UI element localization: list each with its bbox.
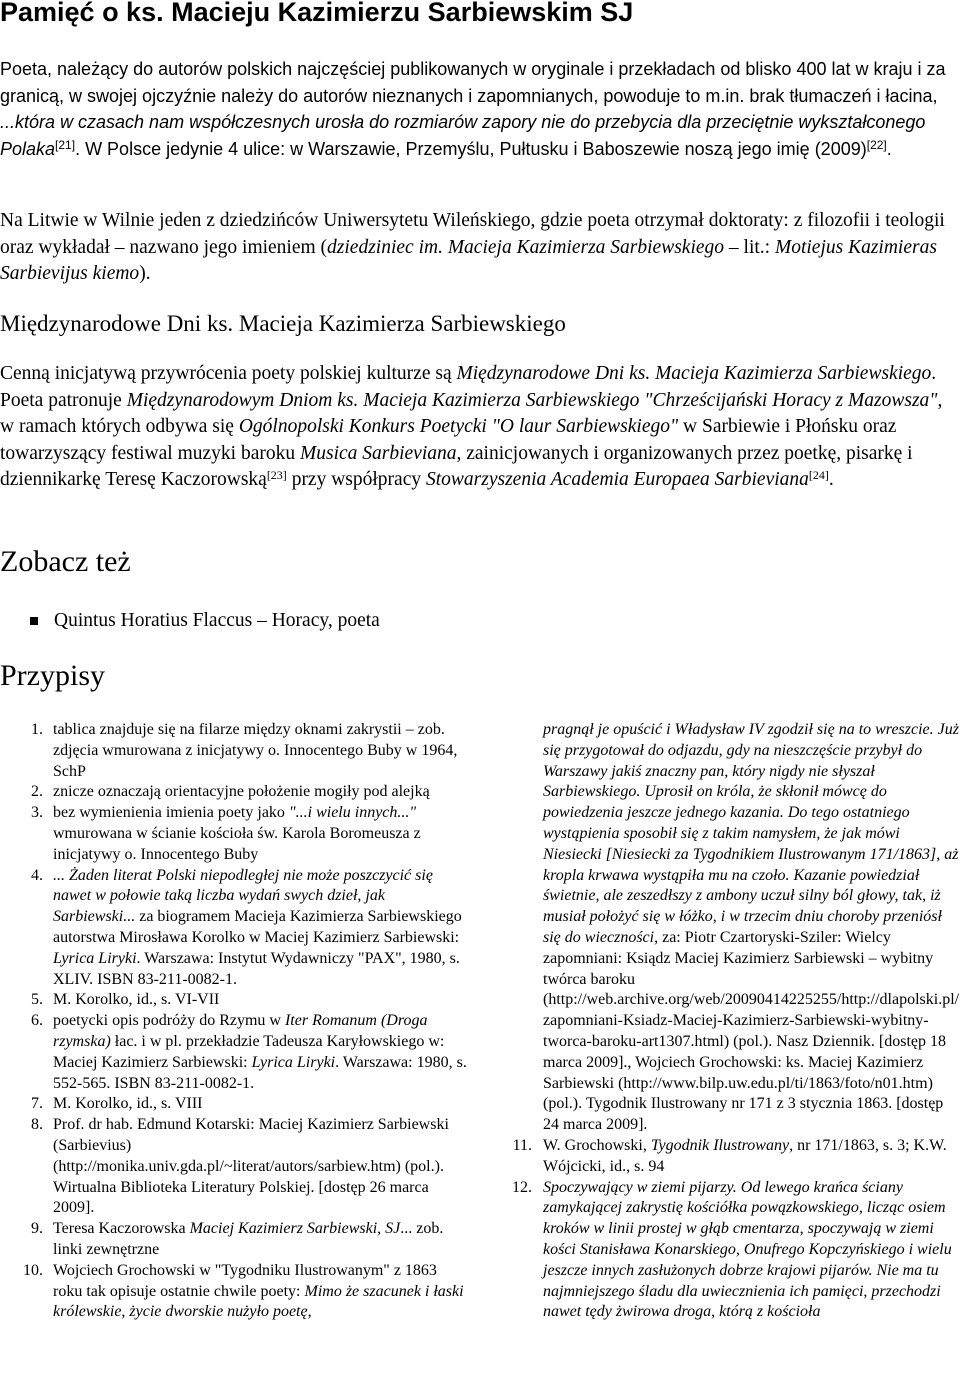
reference-link[interactable]: (http://web.archive.org/web/20090414225255/http://dlapolski.pl/: [543, 991, 960, 1009]
reference-item: [0, 720, 470, 782]
language-link[interactable]: (pol.): [729, 1032, 769, 1050]
reference-number: 5.: [31, 991, 43, 1009]
reference-text: M. Korolko, id., s. VIII: [53, 1095, 203, 1113]
language-link[interactable]: (pol.): [543, 1095, 579, 1113]
paragraph-text: [0, 208, 958, 288]
reference-text: za biogramem Macieja Kazimierza Sarbiewskiego autorstwa Mirosława Korolko w Maciej Kazimierz Sarbiewski:: [53, 908, 462, 946]
text-run: . Poeta patronuje: [0, 363, 937, 411]
reference-book-title: Iter Romanum (Droga rzymska): [53, 1012, 428, 1050]
reference-item: [0, 1011, 470, 1094]
reference-text: tablica znajduje się na filarze między oknami zakrystii – zob. zdjęcia wmurowana z inicjatywy o. Innocentego Buby w 1964, SchP: [53, 721, 458, 780]
reference-item: [0, 1219, 470, 1261]
reference-text: W. Grochowski,: [543, 1136, 651, 1154]
reference-text: Teresa Kaczorowska: [53, 1220, 190, 1238]
reference-number: 11.: [512, 1136, 532, 1154]
section-heading-days: Międzynarodowe Dni ks. Macieja Kazimierza Sarbiewskiego: [0, 311, 566, 336]
references-column-left: [0, 720, 470, 1323]
reference-number: 1.: [31, 721, 43, 738]
text-run: przy współpracy: [286, 469, 426, 490]
reference-item: [0, 1115, 470, 1219]
intro-paragraph: [0, 56, 958, 162]
reference-number: 6.: [31, 1012, 43, 1030]
text-run: , zainicjowanych i organizowanych przez poetkę, pisarkę i dziennikarkę Teresę Kaczorowską: [0, 442, 913, 490]
see-also-link[interactable]: Quintus Horatius Flaccus – Horacy, poeta: [54, 610, 380, 631]
text-run: .: [828, 469, 834, 490]
italic-run: Międzynarodowym Dniom ks. Macieja Kazimierza Sarbiewskiego "Chrześcijański Horacy z Mazowsza": [126, 389, 938, 411]
reference-item: [0, 782, 470, 803]
reference-item: [498, 1136, 960, 1178]
text-run: .: [886, 138, 892, 159]
italic-run: Stowarzyszenia Academia Europaea Sarbieviana: [425, 469, 809, 490]
references-column-right: [498, 720, 960, 1323]
reference-text: , za: Piotr Czartoryski-Sziler: Wielcy zapomniani: Ksiądz Maciej Kazimierz Sarbiewski – wybitny twórca baroku: [543, 928, 934, 988]
reference-text: Wojciech Grochowski w "Tygodniku Ilustrowanym" z 1863 roku tak opisuje ostatnie chwile poety:: [53, 1261, 437, 1300]
citation-link-21[interactable]: [21]: [55, 137, 76, 152]
reference-book-title: Tygodnik Ilustrowany: [650, 1136, 790, 1154]
italic-run: dziedziniec im. Macieja Kazimierza Sarbiewskiego: [327, 236, 725, 258]
reference-item: [0, 1094, 470, 1115]
reference-number: 2.: [31, 783, 43, 801]
section-heading-references: Przypisy: [0, 659, 105, 692]
list-item: [0, 608, 958, 634]
reference-number: 9.: [31, 1220, 43, 1238]
see-also-list: [0, 608, 958, 634]
reference-text: ... zob. linki zewnętrzne: [53, 1220, 444, 1258]
text-run: w Sarbiewie i Płońsku oraz towarzyszący festiwal muzyki baroku: [0, 416, 897, 464]
reference-number: 12.: [512, 1178, 532, 1196]
reference-continuation: [498, 720, 960, 1136]
reference-text: bez wymienienia imienia poety jako: [53, 804, 289, 822]
section-heading-see-also: Zobacz też: [0, 545, 131, 578]
reference-text: wmurowana w ścianie kościoła św. Karola Boromeusza z inicjatywy o. Innocentego Buby: [53, 824, 421, 863]
reference-item: [0, 803, 470, 865]
reference-item: [0, 866, 470, 991]
reference-number: 10.: [23, 1261, 43, 1279]
reference-book-title: Maciej Kazimierz Sarbiewski, SJ: [189, 1220, 401, 1238]
page-title: Pamięć o ks. Macieju Kazimierzu Sarbiewskim SJ: [0, 0, 634, 27]
language-link[interactable]: (pol.): [404, 1157, 440, 1175]
text-run: , w ramach których odbywa się: [0, 389, 943, 437]
citation-link-22[interactable]: [22]: [866, 137, 887, 152]
italic-run: Musica Sarbieviana: [299, 442, 457, 464]
lithuania-paragraph: [0, 208, 958, 288]
citation-link-24[interactable]: [24]: [808, 468, 829, 482]
italic-run: Ogólnopolski Konkurs Poetycki "O laur Sarbiewskiego": [238, 416, 679, 437]
reference-quote: pragnął je opuścić i Władysław IV zgodził się na to wreszcie. Już się przygotował do odjazdu, gdy na nieszczęście przybył do Warszawy jakiś znaczny pan, który nigdy nie słyszał Sarbiewskiego. Uprosił on króla, że skłonił mówcę do powiedzenia jeszcze jednego kazania. Do tego ostatniego wystąpienia sposobił się z takim namysłem, że jak mówi Niesiecki [Niesiecki za Tygodnikiem Ilustrowanym 171/1863], aż kropla krwawa wystąpiła mu na czoło. Kazanie powiedział świetnie, ale zeszedłszy z ambony uczuł silny ból głowy, tak, iż musiał położyć się w łóżko, i w trzecim dniu choroby przeniósł się do wieczności: [543, 721, 959, 946]
text-run: Na Litwie w Wilnie jeden z dziedzińców Uniwersytetu Wileńskiego, gdzie poeta otrzymał doktoraty: z filozofii i teologii oraz wykładał – nazwano jego imieniem (: [0, 210, 945, 258]
quote-run: ...która w czasach nam współczesnych urosła do rozmiarów zapory nie do przebycia dla przeciętnie wykształconego Polaka: [0, 112, 926, 159]
reference-number: 4.: [31, 866, 43, 884]
citation-link-23[interactable]: [23]: [266, 468, 287, 482]
reference-text: . Tygodnik Ilustrowany nr 171 z 3 stycznia 1863. [dostęp 24 marca 2009].: [543, 1095, 944, 1134]
reference-quote: Spoczywający w ziemi pijarzy. Od lewego krańca ściany zamykającej zakrystię kościółka powązkowskiego, licząc osiem kroków w linii prostej w głąb cmentarza, spoczywają w ziemi kości Stanisława Konarskiego, Onufrego Kopczyńskiego i wielu jeszcze innych zasłużonych dobrze krajowi pijarów. Nie ma tu najmniejszego śladu dla uwiecznienia ich pamięci, przechodzi nawet tędy żwirowa droga, którą z kościoła: [543, 1178, 952, 1321]
reference-quote: Mimo że szacunek i łaski królewskie, życie dworskie nużyło poetę,: [53, 1282, 464, 1321]
text-run: ).: [139, 263, 151, 284]
reference-text: poetycki opis podróży do Rzymu w: [53, 1012, 285, 1030]
text-run: Poeta, należący do autorów polskich najczęściej publikowanych w oryginale i przekładach od blisko 400 lat w kraju i za granicą, w swojej ojczyźnie należy do autorów nieznanych i zapomnianych, powoduje to m.in. brak tłumaczeń i łacina,: [0, 59, 946, 106]
reference-quote: ... Żaden literat Polski niepodległej nie może poszczycić się nawet w połowie taką liczba wydań swych dzieł, jak Sarbiewski...: [53, 866, 433, 926]
italic-run: Międzynarodowe Dni ks. Macieja Kazimierza Sarbiewskiego: [456, 363, 932, 384]
paragraph-text: [0, 361, 958, 494]
reference-book-title: Lyrica Liryki: [251, 1053, 336, 1071]
italic-run: Motiejus Kazimieras Sarbievijus kiemo: [0, 236, 937, 284]
text-run: – lit.:: [724, 236, 775, 258]
reference-text: . Wirtualna Biblioteka Literatury Polskiej. [dostęp 26 marca 2009].: [53, 1157, 444, 1217]
reference-number: 3.: [31, 804, 43, 822]
paragraph-text: [0, 56, 958, 162]
reference-text: . Warszawa: 1980, s. 552-565. ISBN 83-211-0082-1.: [53, 1053, 467, 1092]
reference-item: [0, 1261, 470, 1323]
days-paragraph: [0, 361, 958, 494]
reference-text: M. Korolko, id., s. VI-VII: [53, 991, 220, 1009]
reference-item: [0, 990, 470, 1011]
reference-text: łac. i w pl. przekładzie Tadeusza Karyłowskiego w: Maciej Kazimierz Sarbiewski:: [53, 1032, 445, 1071]
reference-text: , nr 171/1863, s. 3; K.W. Wójcicki, id., s. 94: [543, 1136, 947, 1175]
reference-link[interactable]: zapomniani-Ksiadz-Maciej-Kazimierz-Sarbiewski-wybitny-tworca-baroku-art1307.html): [543, 1012, 929, 1050]
text-run: Cenną inicjatywą przywrócenia poety polskiej kulturze są: [0, 363, 457, 384]
reference-book-title: Lyrica Liryki: [53, 949, 137, 967]
reference-text: znicze oznaczają orientacyjne położenie mogiły pod alejką: [53, 783, 430, 801]
reference-item: [498, 1178, 960, 1324]
reference-number: 7.: [31, 1095, 43, 1113]
reference-text: . Warszawa: Instytut Wydawniczy "PAX", 1980, s. XLIV. ISBN 83-211-0082-1.: [53, 949, 460, 988]
text-run: . W Polsce jedynie 4 ulice: w Warszawie, Przemyślu, Pułtusku i Baboszewie noszą jego imię (2009): [75, 138, 867, 159]
square-bullet-icon: [30, 617, 38, 625]
reference-link[interactable]: Prof. dr hab. Edmund Kotarski: Maciej Kazimierz Sarbiewski (Sarbievius) (http://monika.univ.gda.pl/~literat/autors/sarbiew.htm): [53, 1116, 449, 1175]
reference-number: 8.: [31, 1116, 43, 1134]
reference-quote: "...i wielu innych...": [288, 804, 417, 822]
reference-text: . Nasz Dziennik. [dostęp 18 marca 2009]., Wojciech Grochowski: ks. Maciej Kazimierz Sarbiewski (http://www.bilp.uw.edu.pl/ti/1863/foto/n01.htm): [543, 1032, 946, 1092]
